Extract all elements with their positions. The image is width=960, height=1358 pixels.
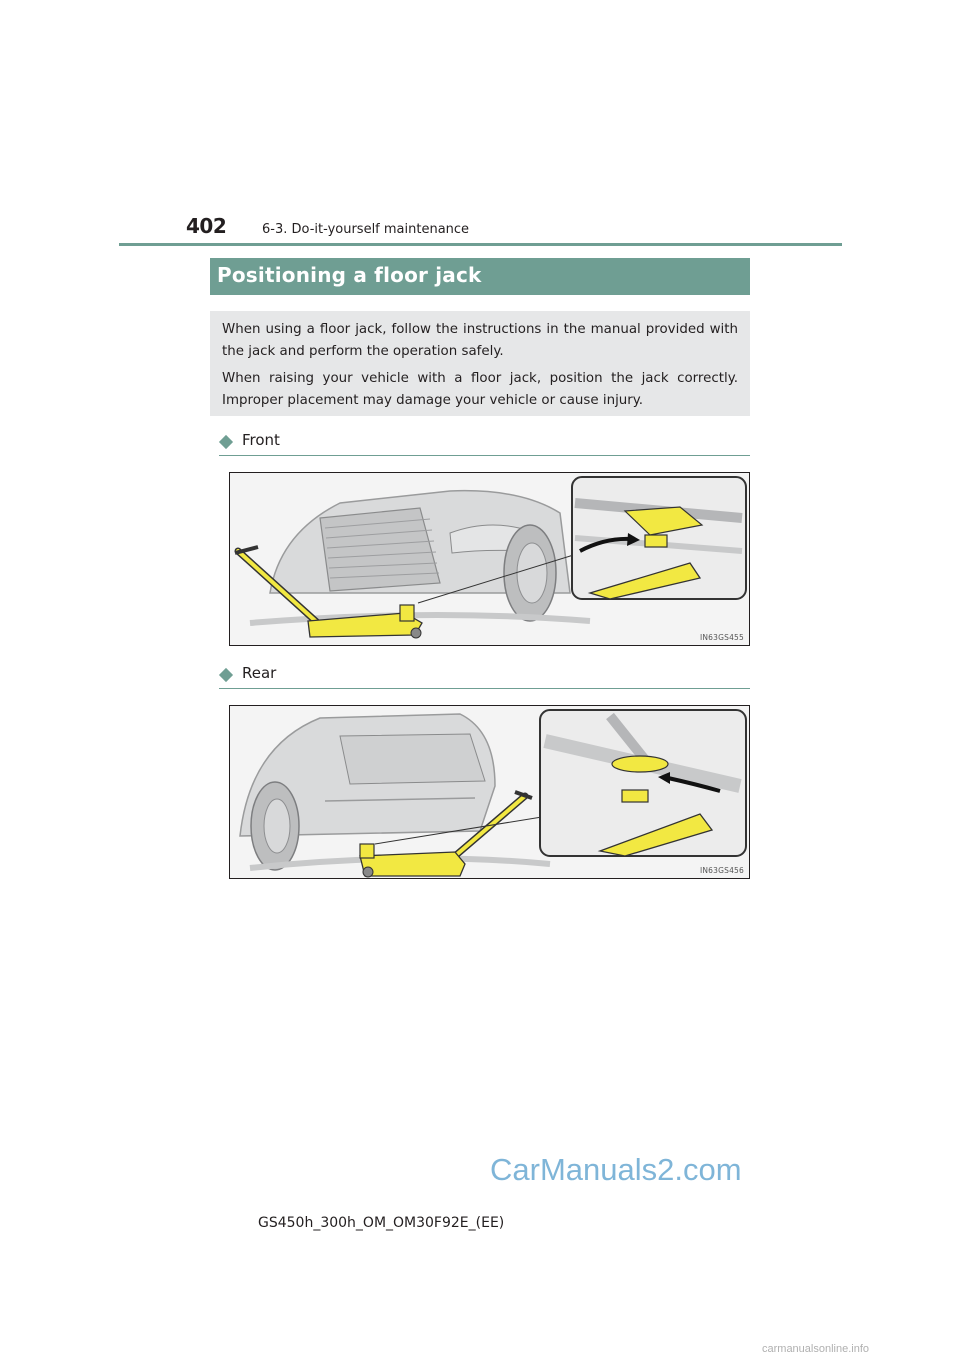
page-number: 402 xyxy=(186,214,227,238)
rear-car-jack-drawing xyxy=(230,706,749,878)
intro-paragraph-1: When using a floor jack, follow the instructions in the manual provided with the jack and perform the operation safely. xyxy=(222,322,738,359)
intro-paragraph-2: When raising your vehicle with a floor jack, position the jack correctly. Improper placement may damage your vehicle or cause injury. xyxy=(222,371,738,408)
subheading-rear xyxy=(219,664,750,689)
subheading-front-label: Front xyxy=(242,431,280,449)
intro-box xyxy=(210,311,750,416)
rear-jack-illustration xyxy=(229,705,750,879)
section-reference: 6-3. Do-it-yourself maintenance xyxy=(262,222,470,237)
front-car-jack-drawing xyxy=(230,473,749,645)
diamond-bullet-icon xyxy=(219,668,233,682)
front-figure-code: IN63GS455 xyxy=(699,633,744,642)
section-title: Positioning a floor jack xyxy=(217,263,482,287)
section-title-band xyxy=(210,258,750,295)
subheading-front xyxy=(219,431,750,456)
subheading-rear-label: Rear xyxy=(242,664,277,682)
diamond-bullet-icon xyxy=(219,435,233,449)
watermark-logo: CarManuals2.com xyxy=(490,1152,742,1187)
footer-document-code: GS450h_300h_OM_OM30F92E_(EE) xyxy=(258,1215,505,1231)
header-rule xyxy=(119,243,842,246)
rear-figure-code: IN63GS456 xyxy=(699,866,744,875)
bottom-site-watermark: carmanualsonline.info xyxy=(762,1343,870,1355)
front-jack-illustration xyxy=(229,472,750,646)
